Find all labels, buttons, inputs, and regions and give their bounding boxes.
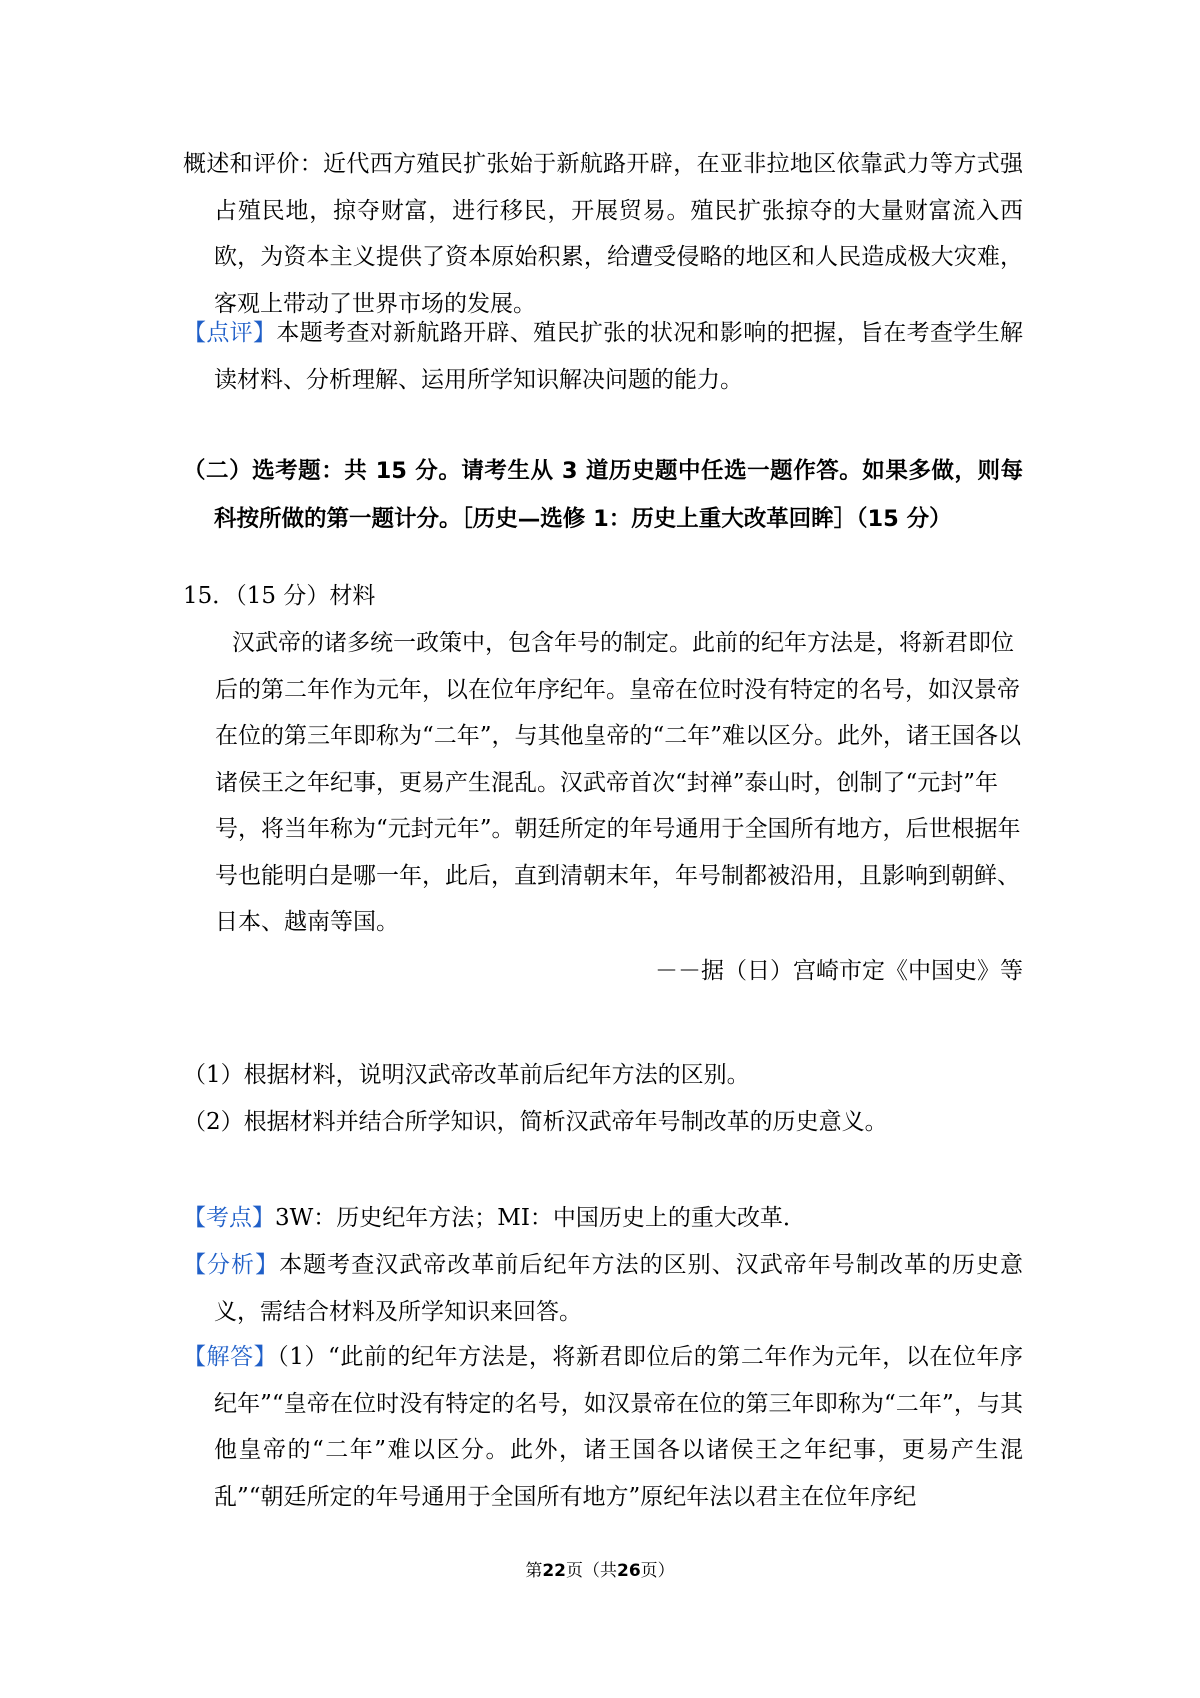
question-1-text: （1）根据材料，说明汉武帝改革前后纪年方法的区别。 [183,1062,750,1088]
review-paragraph [183,310,1023,403]
kaodian-tag: 【考点】 [183,1205,275,1231]
footer-page-number: 22 [542,1561,566,1581]
jieda-text: （1）“此前的纪年方法是，将新君即位后的第二年作为元年，以在位年序纪年”“皇帝在位时没有特定的名号，如汉景帝在位的第三年即称为“二年”，与其他皇帝的“二年”难以区分。此外，诸王国各以诸侯王之年纪事，更易产生混乱”“朝廷所定的年号通用于全国所有地方”原纪年法以君主在位年序纪 [214,1344,1023,1510]
jieda-tag: 【解答】 [183,1344,278,1370]
footer-middle: 页（共 [566,1561,617,1581]
jieda-paragraph [183,1334,1023,1520]
material-source: －－据（日）宫崎市定《中国史》等 [655,958,1023,984]
summary-paragraph [183,141,1023,327]
review-tag: 【点评】 [183,320,277,346]
question-number-text: 15．（15 分）材料 [183,583,376,609]
section-heading-text: （二）选考题：共 15 分。请考生从 3 道历史题中任选一题作答。如果多做，则每科按所做的第一题计分。［历史—选修 1：历史上重大改革回眸］（15 分） [183,458,1023,532]
fenxi-tag: 【分析】 [183,1252,280,1278]
material-paragraph [215,620,1023,946]
page-footer [0,1556,1200,1581]
question-2-text: （2）根据材料并结合所学知识，简析汉武帝年号制改革的历史意义。 [183,1109,888,1135]
fenxi-text: 本题考查汉武帝改革前后纪年方法的区别、汉武帝年号制改革的历史意义，需结合材料及所学知识来回答。 [214,1252,1024,1325]
question-1 [183,1052,1023,1099]
footer-suffix: 页） [640,1561,675,1581]
footer-prefix: 第 [525,1561,543,1581]
material-text: 汉武帝的诸多统一政策中，包含年号的制定。此前的纪年方法是，将新君即位后的第二年作为元年，以在位年序纪年。皇帝在位时没有特定的名号，如汉景帝在位的第三年即称为“二年”，与其他皇帝的“二年”难以区分。此外，诸王国各以诸侯王之年纪事，更易产生混乱。汉武帝首次“封禅”泰山时，创制了“元封”年号，将当年称为“元封元年”。朝廷所定的年号通用于全国所有地方，后世根据年号也能明白是哪一年，此后，直到清朝末年，年号制都被沿用，且影响到朝鲜、日本、越南等国。 [215,630,1022,935]
question-number [183,573,1023,620]
fenxi-paragraph [183,1242,1023,1335]
section-heading [183,447,1023,543]
review-text: 本题考查对新航路开辟、殖民扩张的状况和影响的把握，旨在考查学生解读材料、分析理解、运用所学知识解决问题的能力。 [214,320,1024,393]
question-2 [183,1099,1023,1146]
kaodian-text: 3W：历史纪年方法；MI：中国历史上的重大改革． [275,1205,806,1231]
summary-text: 概述和评价：近代西方殖民扩张始于新航路开辟，在亚非拉地区依靠武力等方式强占殖民地，掠夺财富，进行移民，开展贸易。殖民扩张掠夺的大量财富流入西欧，为资本主义提供了资本原始积累，给遭受侵略的地区和人民造成极大灾难，客观上带动了世界市场的发展。 [183,151,1023,317]
kaodian-paragraph [183,1195,1023,1242]
footer-total-pages: 26 [617,1561,641,1581]
